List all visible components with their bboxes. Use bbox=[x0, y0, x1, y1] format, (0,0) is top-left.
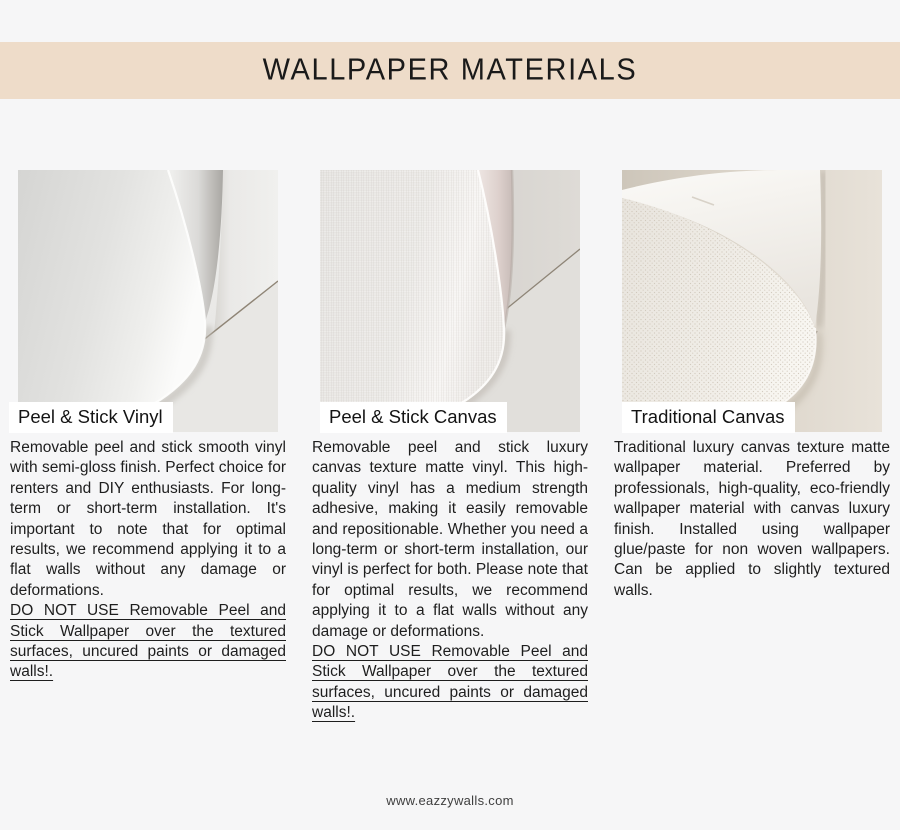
wallpaper-photo-traditional-canvas bbox=[622, 170, 882, 432]
material-description: Removable peel and stick smooth vinyl with semi-gloss finish. Perfect choice for renters and DIY enthusiasts. For long-term or short-term installation. It's important to note that for optimal results, we recommend applying it to a flat walls without any damage or deformations. bbox=[10, 439, 286, 599]
material-warning: DO NOT USE Removable Peel and Stick Wallpaper over the textured surfaces, uncured paints or damaged walls!. bbox=[10, 602, 286, 681]
material-card-peel-stick-vinyl bbox=[10, 170, 286, 724]
page-title: WALLPAPER MATERIALS bbox=[262, 53, 638, 87]
header-band bbox=[0, 42, 900, 99]
traditional-canvas-sample-image bbox=[622, 170, 882, 432]
footer-website-url: www.eazzywalls.com bbox=[386, 793, 514, 808]
canvas-vinyl-sample-image bbox=[320, 170, 580, 432]
flyer-page bbox=[0, 42, 900, 830]
material-card-peel-stick-canvas bbox=[312, 170, 588, 724]
material-label: Peel & Stick Vinyl bbox=[9, 402, 173, 433]
material-description: Removable peel and stick luxury canvas texture matte vinyl. This high-quality vinyl has a medium strength adhesive, making it easily removable and repositionable. Whether you need a long-term or short-term installation, our vinyl is perfect for both. Please note that for optimal results, we recommend applying it to a flat walls without any damage or deformations. bbox=[312, 439, 588, 640]
wallpaper-photo-peel-stick-vinyl bbox=[18, 170, 278, 432]
wallpaper-photo-peel-stick-canvas bbox=[320, 170, 580, 432]
materials-row bbox=[10, 170, 890, 724]
smooth-vinyl-sample-image bbox=[18, 170, 278, 432]
material-warning: DO NOT USE Removable Peel and Stick Wallpaper over the textured surfaces, uncured paints or damaged walls!. bbox=[312, 643, 588, 722]
material-card-traditional-canvas bbox=[614, 170, 890, 724]
material-label: Peel & Stick Canvas bbox=[320, 402, 507, 433]
material-label: Traditional Canvas bbox=[622, 402, 795, 433]
material-description: Traditional luxury canvas texture matte wallpaper material. Preferred by professionals, high-quality, eco-friendly wallpaper material with canvas luxury finish. Installed using wallpaper glue/paste for non woven wallpapers. Can be applied to slightly textured walls. bbox=[614, 439, 890, 599]
